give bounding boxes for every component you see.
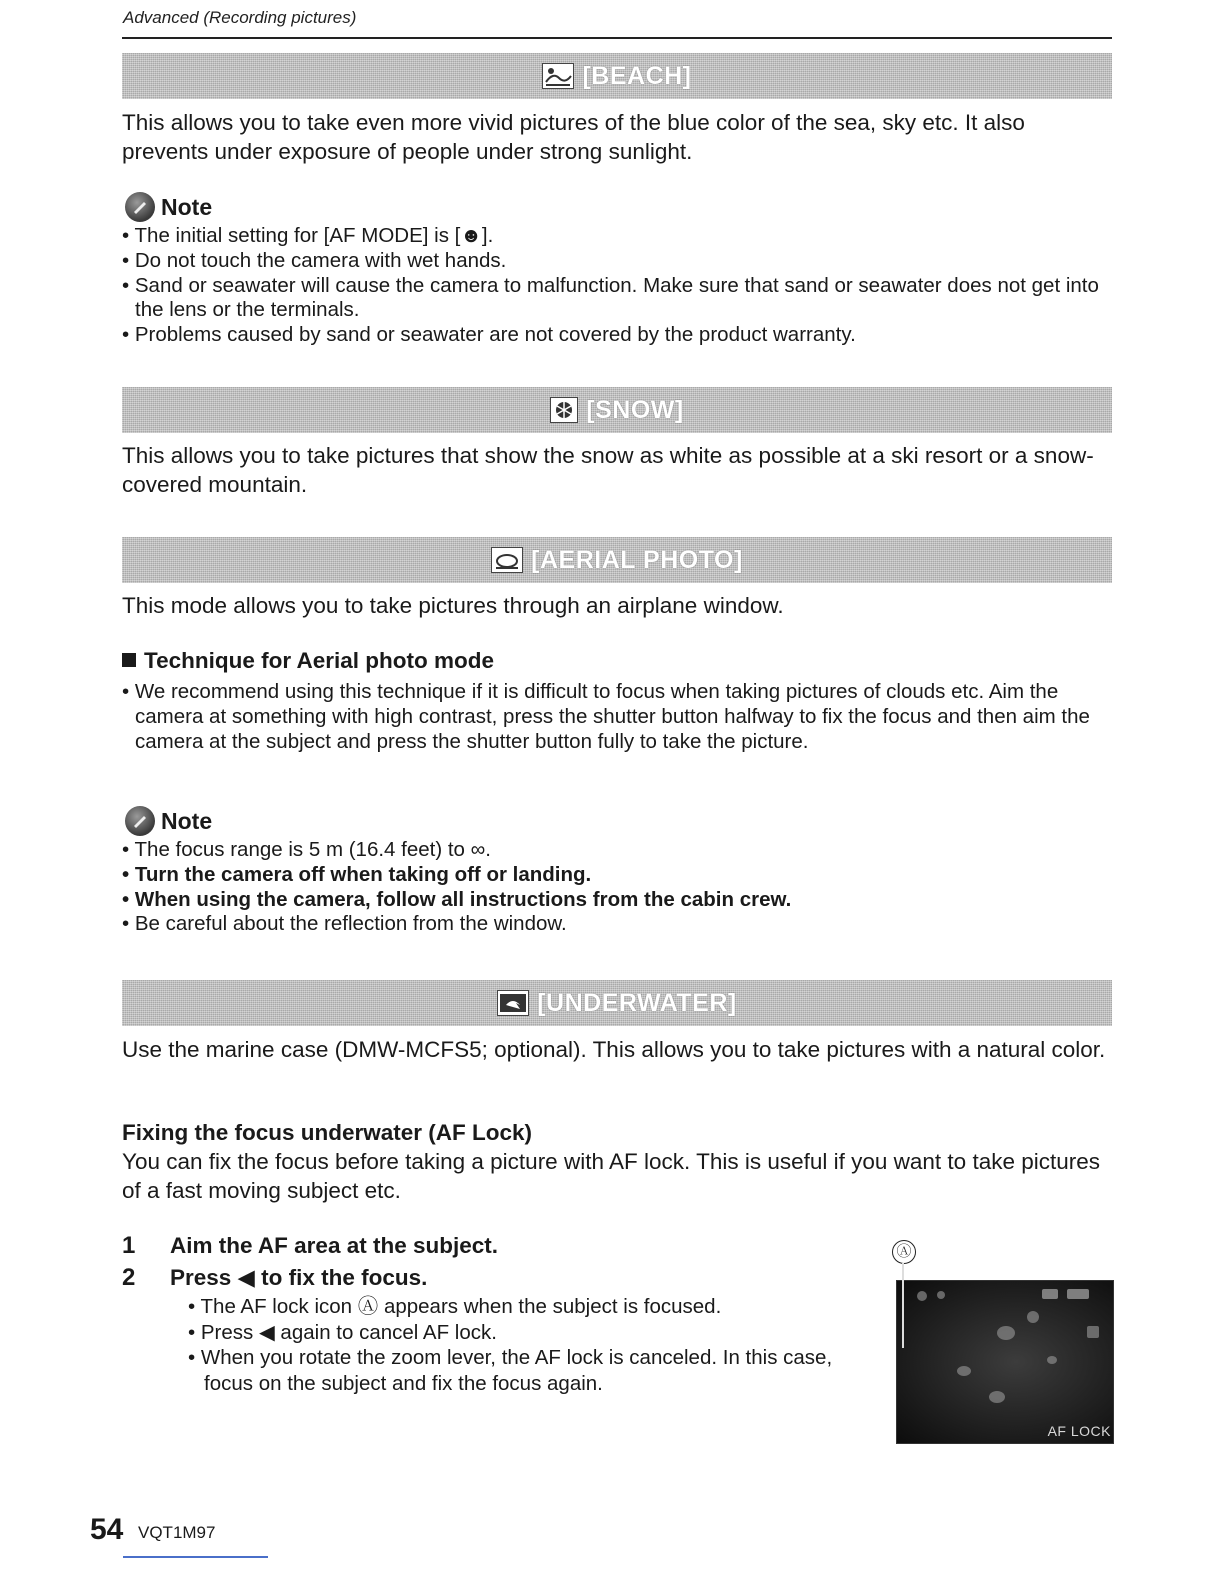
af-lock-indicator: AF LOCK bbox=[1047, 1423, 1111, 1439]
af-lock-description: You can fix the focus before taking a picture with AF lock. This is useful if you want to take pictures of a fast moving subject etc. bbox=[122, 1149, 1101, 1203]
af-lock-heading: Fixing the focus underwater (AF Lock) bbox=[122, 1120, 533, 1145]
note-label: Note bbox=[161, 807, 213, 834]
note-icon bbox=[125, 806, 155, 836]
aerial-notes-list bbox=[122, 838, 1112, 937]
square-bullet-icon bbox=[122, 653, 136, 667]
list-item: • Press ◀ again to cancel AF lock. bbox=[188, 1320, 497, 1344]
aerial-note-heading bbox=[125, 806, 212, 836]
step-2: 2 Press ◀ to fix the focus. bbox=[122, 1264, 428, 1291]
step-1: 1 Aim the AF area at the subject. bbox=[122, 1232, 498, 1259]
section-bar-aerial-photo bbox=[122, 537, 1112, 583]
step-2-details bbox=[122, 1294, 862, 1396]
aerial-description: This mode allows you to take pictures through an airplane window. bbox=[122, 593, 784, 618]
section-title-beach: [BEACH] bbox=[582, 61, 692, 90]
af-lock-steps bbox=[122, 1230, 862, 1396]
list-item: • The focus range is 5 m (16.4 feet) to ∞. bbox=[122, 838, 491, 861]
note-label: Note bbox=[161, 193, 213, 220]
callout-marker-a: Ⓐ bbox=[892, 1240, 916, 1264]
beach-note-heading bbox=[125, 192, 212, 222]
list-item: • Be careful about the reflection from the window. bbox=[122, 912, 567, 936]
note-icon bbox=[125, 192, 155, 222]
list-item: • When you rotate the zoom lever, the AF lock is canceled. In this case, focus on the subject and fix the focus again. bbox=[188, 1346, 833, 1395]
underwater-description: Use the marine case (DMW-MCFS5; optional). This allows you to take pictures with a natural color. bbox=[122, 1037, 1106, 1062]
document-code: VQT1M97 bbox=[138, 1523, 216, 1542]
technique-heading: Technique for Aerial photo mode bbox=[122, 648, 494, 674]
list-item: • Problems caused by sand or seawater are not covered by the product warranty. bbox=[122, 323, 856, 347]
footer-rule bbox=[123, 1556, 268, 1558]
page-number: 54 bbox=[90, 1513, 124, 1546]
section-title-aerial-photo: [AERIAL PHOTO] bbox=[531, 545, 743, 574]
list-item: • Turn the camera off when taking off or landing. bbox=[122, 862, 592, 886]
camera-screen-illustration bbox=[896, 1280, 1114, 1444]
technique-list bbox=[122, 680, 1112, 754]
snow-description: This allows you to take pictures that show the snow as white as possible at a ski resort or a snow-covered mountain. bbox=[122, 443, 1094, 497]
beach-description: This allows you to take even more vivid pictures of the blue color of the sea, sky etc. It also prevents under exposure of people under strong sunlight. bbox=[122, 110, 1025, 164]
list-item: • Do not touch the camera with wet hands. bbox=[122, 248, 507, 272]
header-rule bbox=[122, 37, 1112, 39]
list-item: • When using the camera, follow all instructions from the cabin crew. bbox=[122, 887, 792, 911]
snow-icon bbox=[550, 397, 578, 423]
section-bar-snow bbox=[122, 387, 1112, 433]
section-title-snow: [SNOW] bbox=[586, 395, 684, 424]
list-item: • Sand or seawater will cause the camera to malfunction. Make sure that sand or seawater does not get into the lens or the terminals. bbox=[122, 273, 1099, 322]
beach-notes-list bbox=[122, 224, 1112, 348]
section-bar-underwater bbox=[122, 980, 1112, 1026]
list-item: • We recommend using this technique if it is difficult to focus when taking pictures of clouds etc. Aim the camera at something with high contrast, press the shutter button halfway to fix the focus and then aim the camera at the subject and press the shutter button fully to take the picture. bbox=[122, 680, 1090, 753]
aerial-photo-icon bbox=[491, 547, 523, 573]
section-title-underwater: [UNDERWATER] bbox=[537, 988, 737, 1017]
running-header: Advanced (Recording pictures) bbox=[123, 8, 357, 27]
underwater-icon bbox=[497, 990, 529, 1016]
beach-icon bbox=[542, 63, 574, 89]
list-item: • The initial setting for [AF MODE] is [☻]. bbox=[122, 224, 494, 247]
list-item: • The AF lock icon Ⓐ appears when the subject is focused. bbox=[188, 1295, 722, 1318]
callout-line bbox=[902, 1263, 904, 1348]
section-bar-beach bbox=[122, 53, 1112, 99]
